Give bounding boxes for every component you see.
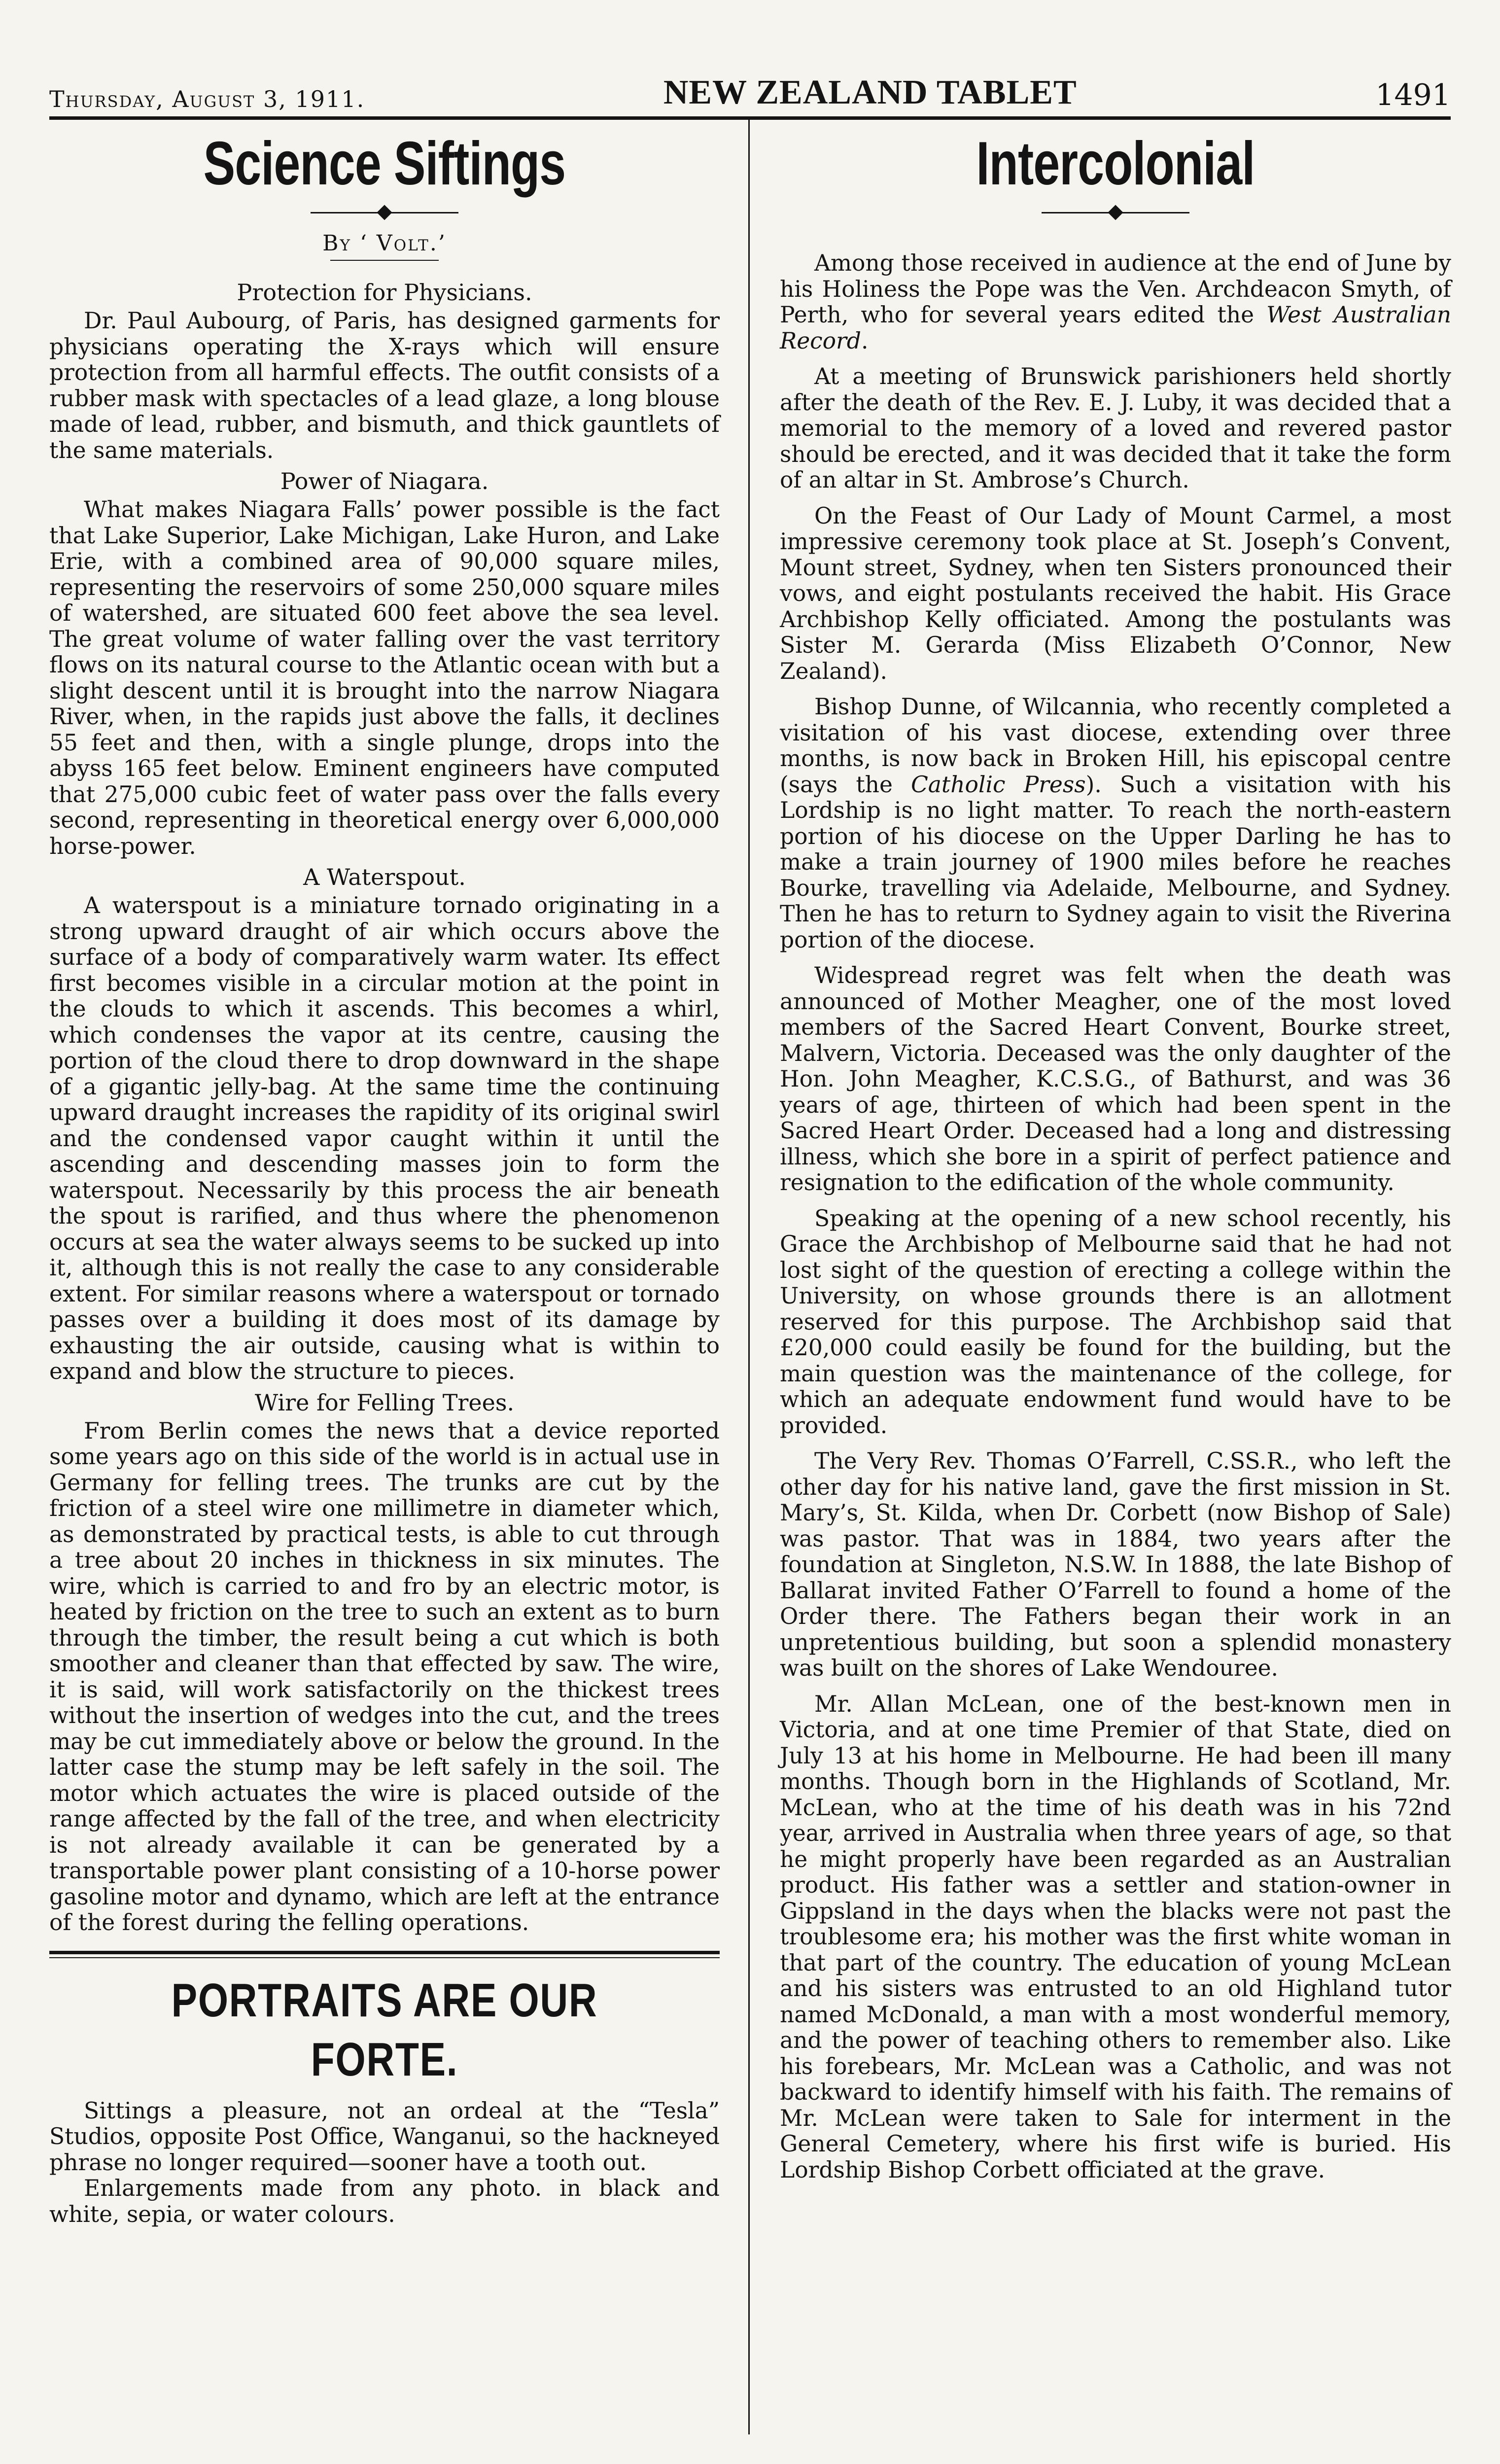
advert-heading: PORTRAITS ARE OUR FORTE. — [171, 1973, 598, 2086]
news-item-father-ofarrell: The Very Rev. Thomas O’Farrell, C.SS.R., who left the other day for his native land, gave the first mission in St. Mary’s, St. Kilda, when Dr. Corbett (now Bishop of Sale) was pastor. That was in 1884, two years after the foundation at Singleton, N.S.W. In 1888, the late Bishop of Ballarat invited Father O’Farrell to found a home of the Order there. The Fathers began their work in an unpretentious building, but soon a splendid monastery was built on the shores of Lake Wendouree. — [780, 1448, 1451, 1681]
masthead-rule — [49, 118, 1451, 119]
issue-date: Thursday, August 3, 1911. — [49, 86, 365, 112]
byline: By ‘ Volt.’ — [322, 231, 447, 256]
article-wire-for-felling-trees — [49, 1389, 720, 1936]
article-power-of-niagara — [49, 467, 720, 859]
article-a-waterspout — [49, 863, 720, 1385]
left-column — [49, 129, 720, 2227]
news-item-brunswick-memorial: At a meeting of Brunswick parishioners held shortly after the death of the Rev. E. J. Luby, it was decided that a memorial to the memory of a loved and revered pastor should be erected, and it was decided that it take the form of an altar in St. Ambrose’s Church. — [780, 363, 1451, 493]
publication-title: West Australian Record — [780, 302, 1451, 354]
news-item-melbourne-college: Speaking at the opening of a new school recently, his Grace the Archbishop of Melbourne said that he had not lost sight of the question of erecting a college within the University, on whose grounds there is an allotment reserved for this purpose. The Archbishop said that £20,000 could easily be found for the building, but the main question was the maintenance of the college, for which an adequate endowment fund would have to be provided. — [780, 1205, 1451, 1439]
byline-rule — [330, 260, 439, 261]
article-paragraph: What makes Niagara Falls’ power possible is the fact that Lake Superior, Lake Michigan, Lake Huron, and Lake Erie, with a combined area of 90,000 square miles, representing the reservoirs of some 250,000 square miles of watershed, are situated 600 feet above the sea level. The great volume of water falling over the vast territory flows on its natural course to the Atlantic ocean with but a slight descent until it is brought into the narrow Niagara River, when, in the rapids just above the falls, it declines 55 feet and then, with a single plunge, drops into the abyss 165 feet below. Eminent engineers have computed that 275,000 cubic feet of water pass over the falls every second, representing in theoretical energy over 6,000,000 horse-power. — [49, 496, 720, 859]
masthead — [49, 58, 1451, 120]
column-divider — [748, 118, 750, 2434]
news-item-bishop-dunne: Bishop Dunne, of Wilcannia, who recently completed a visitation of his vast diocese, extending over three months, is now back in Broken Hill, his episcopal centre (says the Catholic Press). Such a visitation with his Lordship is no light matter. To reach the north-eastern portion of his diocese on the Upper Darling he has to make a train journey of 1900 miles before he reaches Bourke, travelling via Adelaide, Melbourne, and Sydney. Then he has to return to Sydney again to visit the Riverina portion of the diocese. — [780, 694, 1451, 953]
news-item-mount-carmel: On the Feast of Our Lady of Mount Carmel, a most impressive ceremony took place at St. Joseph’s Convent, Mount street, Sydney, when ten Sisters pronounced their vows, and eight postulants received the habit. His Grace Archbishop Kelly officiated. Among the postulants was Sister M. Gerarda (Miss Elizabeth O’Connor, New Zealand). — [780, 502, 1451, 684]
diamond-rule-ornament — [311, 206, 458, 219]
article-protection-for-physicians — [49, 279, 720, 463]
article-subhead: A Waterspout. — [303, 864, 466, 890]
article-paragraph: From Berlin comes the news that a device reported some years ago on this side of the world is in actual use in Germany for felling trees. The trunks are cut by the friction of a steel wire one millimetre in diameter which, as demonstrated by practical tests, is able to cut through a tree about 20 inches in thickness in six minutes. The wire, which is carried to and fro by an electric motor, is heated by friction on the tree to such an extent as to burn through the timber, the result being a cut which is both smoother and cleaner than that effected by saw. The wire, it is said, will work satisfactorily on the thickest trees without the insertion of wedges into the cut, and the trees may be cut immediately above or below the ground. In the latter case the stump may be left safely in the soil. The motor which actuates the wire is placed outside of the range affected by the fall of the tree, and when electricity is not already available it can be generated by a transportable power plant consisting of a 10-horse power gasoline motor and dynamo, which are left at the entrance of the forest during the felling operations. — [49, 1417, 720, 1936]
advert-paragraph: Sittings a pleasure, not an ordeal at the “Tesla” Studios, opposite Post Office, Wanganui, so the hackneyed phrase no longer required—sooner have a tooth out. — [49, 2097, 720, 2176]
right-column — [780, 129, 1451, 2193]
advert-rule — [49, 1951, 720, 1958]
article-subhead: Protection for Physicians. — [237, 279, 532, 306]
intercolonial-heading: Intercolonial — [976, 130, 1255, 198]
advert-paragraph: Enlargements made from any photo. in black and white, sepia, or water colours. — [49, 2175, 720, 2227]
article-subhead: Power of Niagara. — [280, 468, 489, 494]
science-siftings-heading: Science Siftings — [203, 130, 566, 198]
article-subhead: Wire for Felling Trees. — [254, 1389, 515, 1416]
news-item-mother-meagher: Widespread regret was felt when the death was announced of Mother Meagher, one of the most loved members of the Sacred Heart Convent, Bourke street, Malvern, Victoria. Deceased was the only daughter of the Hon. John Meagher, K.C.S.G., of Bathurst, and was 36 years of age, thirteen of which had been spent in the Sacred Heart Order. Deceased had a long and distressing illness, which she bore in a spirit of perfect patience and resignation to the edification of the whole community. — [780, 962, 1451, 1196]
news-item-archdeacon-smyth: Among those received in audience at the end of June by his Holiness the Pope was the Ven. Archdeacon Smyth, of Perth, who for several years edited the West Australian Record. — [780, 250, 1451, 354]
article-paragraph: Dr. Paul Aubourg, of Paris, has designed garments for physicians operating the X-rays which will ensure protection from all harmful effects. The outfit consists of a rubber mask with spectacles of a lead glaze, a long blouse made of lead, rubber, and bismuth, and thick gauntlets of the same materials. — [49, 308, 720, 463]
advert-tesla-studios — [49, 1971, 720, 2228]
publication-title: Catholic Press — [910, 771, 1086, 798]
news-item-allan-mclean: Mr. Allan McLean, one of the best-known men in Victoria, and at one time Premier of that State, died on July 13 at his home in Melbourne. He had been ill many months. Though born in the Highlands of Scotland, Mr. McLean, who at the time of his death was in his 72nd year, arrived in Australia when three years of age, so that he might properly have been regarded as an Australian product. His father was a settler and station-owner in Gippsland in the days when the blacks were not past the troublesome era; his mother was the first white woman in that part of the country. The education of young McLean and his sisters was entrusted to an old Highland tutor named McDonald, a man with a most wonderful memory, and the power of teaching others to remember also. Like his forebears, Mr. McLean was a Catholic, and was not backward to identify himself with his faith. The remains of Mr. McLean were taken to Sale for interment in the General Cemetery, where his first wife is buried. His Lordship Bishop Corbett officiated at the grave. — [780, 1690, 1451, 2183]
page-number: 1491 — [1375, 78, 1451, 112]
article-paragraph: A waterspout is a miniature tornado originating in a strong upward draught of air which occurs above the surface of a body of comparatively warm water. Its effect first becomes visible in a circular motion at the point in the clouds to which it ascends. This becomes a whirl, which condenses the vapor at its centre, causing the portion of the cloud there to drop downward in the shape of a gigantic jelly-bag. At the same time the continuing upward draught increases the rapidity of its original swirl and the condensed vapor caught within it until the ascending and descending masses join to form the waterspout. Necessarily by this process the air beneath the spout is rarified, and thus where the phenomenon occurs at sea the water always seems to be sucked up into it, although this is not really the case to any considerable extent. For similar reasons where a waterspout or tornado passes over a building it does most of its damage by exhausting the air outside, causing what is within to expand and blow the structure to pieces. — [49, 892, 720, 1384]
newspaper-title: NEW ZEALAND TABLET — [663, 73, 1077, 111]
diamond-rule-ornament — [1042, 206, 1189, 219]
